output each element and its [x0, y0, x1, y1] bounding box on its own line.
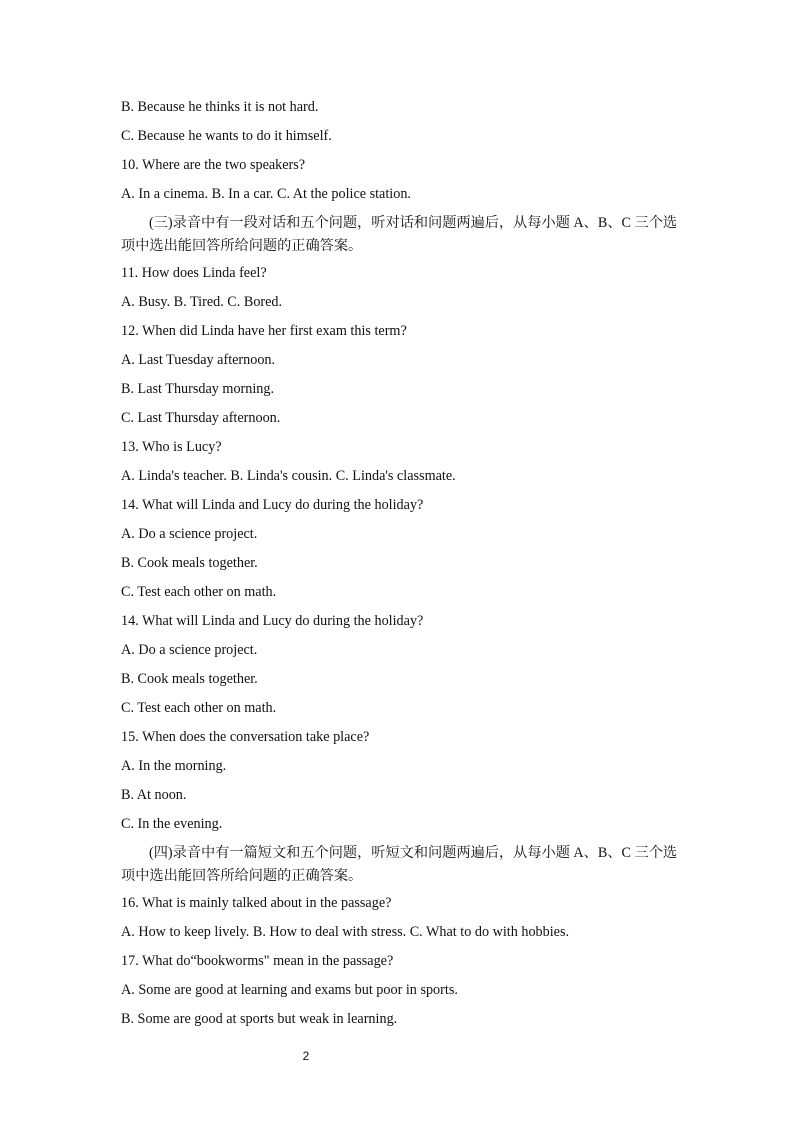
- answer-options: A. Linda's teacher. B. Linda's cousin. C. Linda's classmate.: [121, 468, 456, 484]
- answer-options: A. In a cinema. B. In a car. C. At the police station.: [121, 186, 411, 202]
- question-13: 13. Who is Lucy?: [121, 439, 222, 455]
- question-10: 10. Where are the two speakers?: [121, 157, 306, 173]
- answer-option: C. Last Thursday afternoon.: [121, 410, 281, 426]
- section-instruction: (三)录音中有一段对话和五个问题，听对话和问题两遍后，从每小题 A、B、C 三个选项中选出能回答所给问题的正确答案。: [121, 215, 678, 254]
- question-12: 12. When did Linda have her first exam this term?: [121, 323, 407, 339]
- page-number: 2: [302, 1049, 310, 1063]
- answer-option: C. Test each other on math.: [121, 700, 277, 716]
- answer-option: B. Cook meals together.: [121, 555, 258, 571]
- answer-option: A. Some are good at learning and exams but poor in sports.: [121, 982, 458, 998]
- answer-option: B. At noon.: [121, 787, 187, 803]
- answer-option: C. In the evening.: [121, 816, 223, 832]
- question-14: 14. What will Linda and Lucy do during the holiday?: [121, 497, 424, 513]
- question-11: 11. How does Linda feel?: [121, 265, 267, 281]
- answer-option: A. Do a science project.: [121, 526, 258, 542]
- section-instruction: (四)录音中有一篇短文和五个问题，听短文和问题两遍后，从每小题 A、B、C 三个选项中选出能回答所给问题的正确答案。: [121, 845, 678, 884]
- answer-options: A. How to keep lively. B. How to deal with stress. C. What to do with hobbies.: [121, 924, 570, 940]
- question-16: 16. What is mainly talked about in the passage?: [121, 895, 392, 911]
- question-15: 15. When does the conversation take place?: [121, 729, 370, 745]
- answer-option: B. Cook meals together.: [121, 671, 258, 687]
- answer-option: B. Because he thinks it is not hard.: [121, 99, 319, 115]
- answer-option: B. Some are good at sports but weak in learning.: [121, 1011, 398, 1027]
- answer-option: A. Do a science project.: [121, 642, 258, 658]
- question-17: 17. What do“bookworms" mean in the passage?: [121, 953, 394, 969]
- answer-option: B. Last Thursday morning.: [121, 381, 275, 397]
- answer-option: C. Because he wants to do it himself.: [121, 128, 332, 144]
- answer-option: A. In the morning.: [121, 758, 227, 774]
- question-14-repeat: 14. What will Linda and Lucy do during the holiday?: [121, 613, 424, 629]
- answer-option: C. Test each other on math.: [121, 584, 277, 600]
- answer-options: A. Busy. B. Tired. C. Bored.: [121, 294, 283, 310]
- answer-option: A. Last Tuesday afternoon.: [121, 352, 276, 368]
